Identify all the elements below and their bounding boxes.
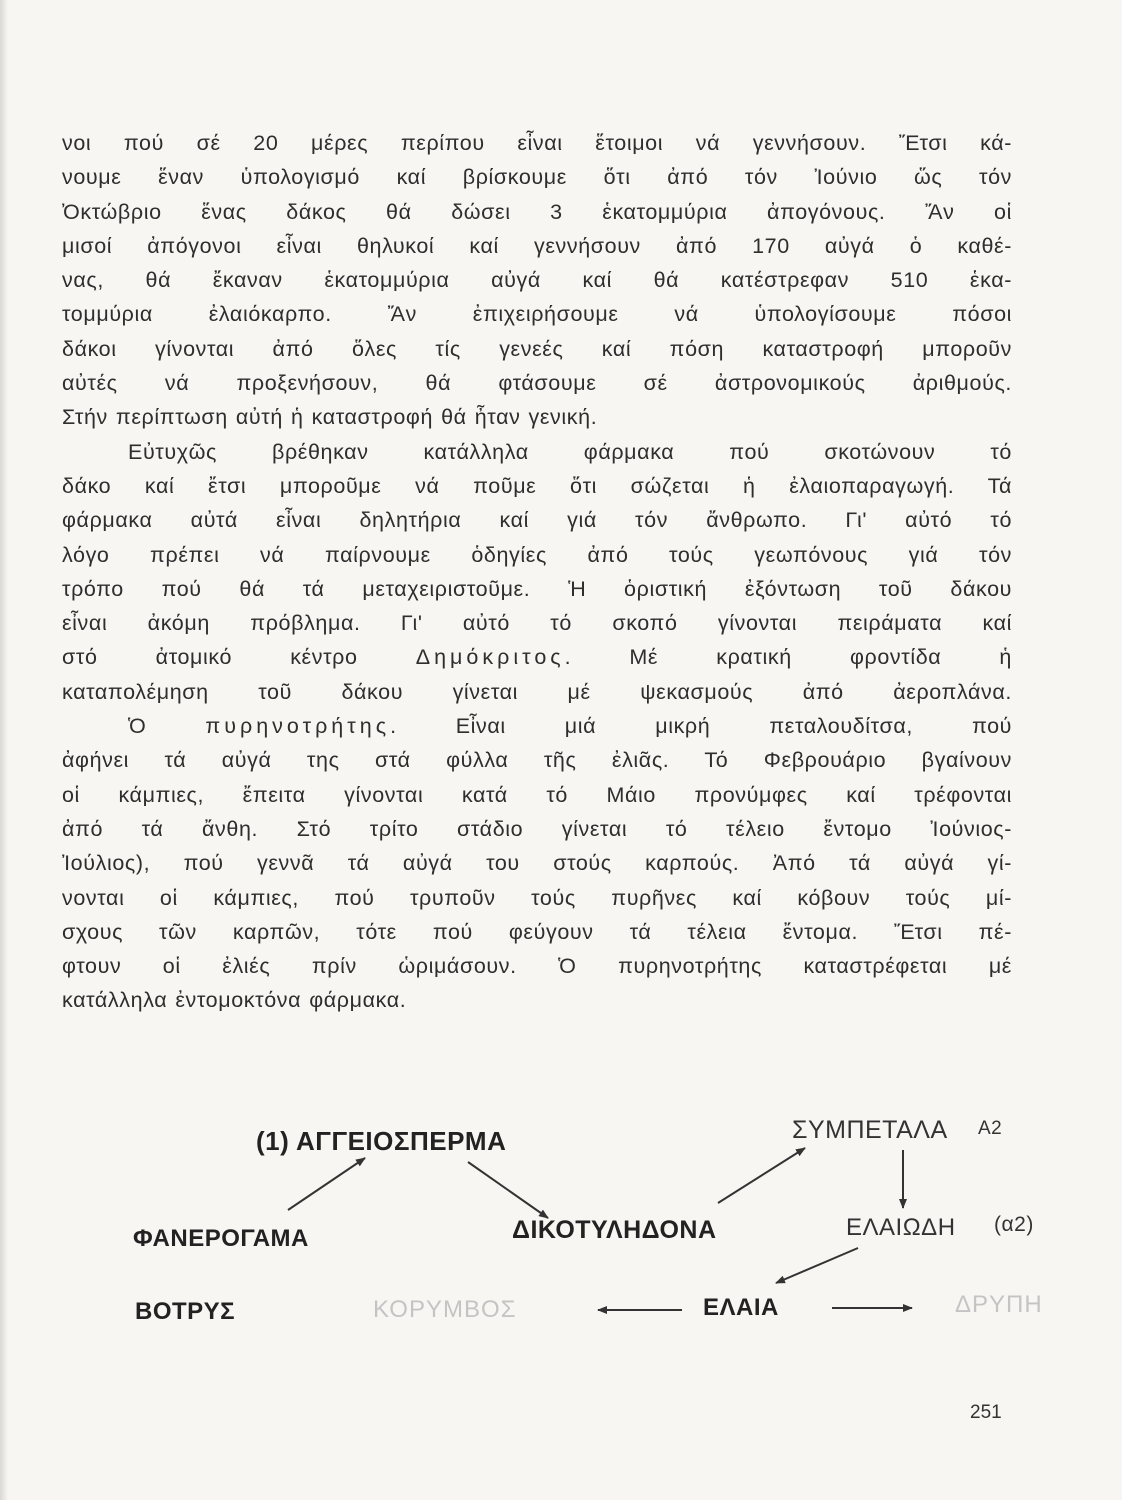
- text-line: ἀπό τά ἄνθη. Στό τρίτο στάδιο γίνεται τό τέλειο ἔντομο Ἰούνιος-: [62, 816, 1012, 841]
- text-line: καταπολέμηση τοῦ δάκου γίνεται μέ ψεκασμούς ἀπό ἀεροπλάνα.: [62, 679, 1012, 704]
- text-line: εἶναι ἀκόμη πρόβλημα. Γι' αὐτό τό σκοπό γίνονται πειράματα καί: [62, 611, 1012, 636]
- text-line: τρόπο πού θά τά μεταχειριστοῦμε. Ἡ ὁριστική ἐξόντωση τοῦ δάκου: [62, 576, 1012, 601]
- arrow-faneroga-to-aggeiosperma: [288, 1158, 365, 1210]
- emphasized-word: Δημόκριτος: [415, 645, 565, 670]
- emphasized-word: πυρηνοτρήτης: [205, 714, 391, 739]
- text-line: Ὀκτώβριο ἕνας δάκος θά δώσει 3 ἑκατομμύρια ἀπογόνους. Ἄν οἱ: [62, 199, 1012, 224]
- label-elaiodi-code: (α2): [994, 1213, 1034, 1236]
- text-line: τομμύρια ἐλαιόκαρπο. Ἄν ἐπιχειρήσουμε νά ὑπολογίσουμε πόσοι: [62, 302, 1012, 327]
- text-line: δάκοι γίνονται ἀπό ὅλες τίς γενεές καί πόση καταστροφή μποροῦν: [62, 336, 1012, 361]
- arrow-elaiodi-to-elaia: [776, 1248, 858, 1283]
- text-line: Ἰούλιος), πού γεννᾶ τά αὐγά του στούς καρπούς. Ἀπό τά αὐγά γί-: [62, 851, 1012, 876]
- text-line: ἀφήνει τά αὐγά της στά φύλλα τῆς ἐλιᾶς. Τό Φεβρουάριο βγαίνουν: [62, 748, 1012, 773]
- text-line: νας, θά ἔκαναν ἑκατομμύρια αὐγά καί θά κατέστρεφαν 510 ἑκα-: [62, 268, 1012, 293]
- text-line: αὐτές νά προξενήσουν, θά φτάσουμε σέ ἀστρονομικούς ἀριθμούς.: [62, 371, 1012, 396]
- text-line: νουμε ἕναν ὑπολογισμό καί βρίσκουμε ὅτι ἀπό τόν Ἰούνιο ὥς τόν: [62, 165, 1012, 190]
- text-line: Εὐτυχῶς βρέθηκαν κατάλληλα φάρμακα πού σκοτώνουν τό: [128, 439, 1012, 464]
- text-line: μισοί ἀπόγονοι εἶναι θηλυκοί καί γεννήσουν ἀπό 170 αὐγά ὁ καθέ-: [62, 233, 1012, 258]
- text-line: Ὁ πυρηνοτρήτης. Εἶναι μιά μικρή πεταλουδίτσα, πού: [128, 714, 1012, 739]
- text-line: οἱ κάμπιες, ἔπειτα γίνονται κατά τό Μάιο προνύμφες καί τρέφονται: [62, 782, 1012, 807]
- arrow-dikotyledona-to-sympetala: [718, 1148, 805, 1203]
- label-dikotyledona: ΔΙΚΟΤΥΛΗΔΟΝΑ: [512, 1216, 717, 1244]
- label-sympetala-code: Α2: [978, 1118, 1003, 1139]
- text-line: σχους τῶν καρπῶν, τότε πού φεύγουν τά τέλεια ἔντομα. Ἔτσι πέ-: [62, 919, 1012, 944]
- text-line: στό ἀτομικό κέντρο Δημόκριτος. Μέ κρατική φροντίδα ἡ: [62, 645, 1012, 670]
- text-line: κατάλληλα ἐντομοκτόνα φάρμακα.: [62, 988, 407, 1013]
- label-elaiodi: ΕΛΑΙΩΔΗ: [846, 1214, 956, 1241]
- label-korymvos: ΚΟΡΥΜΒΟΣ: [373, 1296, 517, 1323]
- label-drypi: ΔΡΥΠΗ: [955, 1291, 1043, 1318]
- label-sympetala: ΣΥΜΠΕΤΑΛΑ: [792, 1116, 948, 1144]
- arrow-aggeiosperma-to-dikotyledona: [468, 1162, 548, 1218]
- label-elaia: ΕΛΑΙΑ: [703, 1294, 779, 1321]
- text-line: δάκο καί ἔτσι μποροῦμε νά ποῦμε ὅτι σώζεται ἡ ἐλαιοπαραγωγή. Τά: [62, 473, 1012, 498]
- text-line: νοι πού σέ 20 μέρες περίπου εἶναι ἕτοιμοι νά γεννήσουν. Ἔτσι κά-: [62, 131, 1012, 155]
- text-line: φάρμακα αὐτά εἶναι δηλητήρια καί γιά τόν ἄνθρωπο. Γι' αὐτό τό: [62, 508, 1012, 533]
- page-number: 251: [970, 1402, 1002, 1423]
- text-line: φτουν οἱ ἐλιές πρίν ὡριμάσουν. Ὁ πυρηνοτρήτης καταστρέφεται μέ: [62, 954, 1012, 979]
- label-aggeiosperma: (1) ΑΓΓΕΙΟΣΠΕΡΜΑ: [256, 1126, 507, 1156]
- text-line: Στήν περίπτωση αὐτή ἡ καταστροφή θά ἦταν γενική.: [62, 405, 598, 430]
- label-faneroga: ΦΑΝΕΡΟΓΑΜΑ: [133, 1225, 309, 1252]
- text-line: νονται οἱ κάμπιες, πού τρυποῦν τούς πυρῆνες καί κόβουν τούς μί-: [62, 885, 1012, 910]
- text-line: λόγο πρέπει νά παίρνουμε ὁδηγίες ἀπό τούς γεωπόνους γιά τόν: [62, 542, 1012, 567]
- label-botrys: ΒΟΤΡΥΣ: [135, 1298, 236, 1325]
